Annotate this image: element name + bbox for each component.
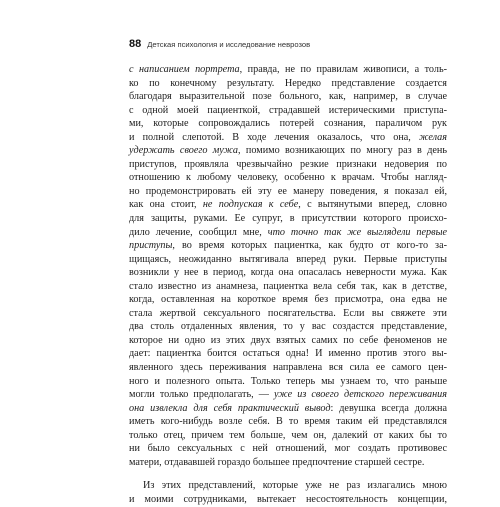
text-line [129, 239, 447, 253]
text-line [129, 90, 447, 104]
text-segment: ного и полезного опыта. Только теперь мы узнаем то, что раньше [129, 375, 447, 387]
text-line [129, 442, 447, 456]
text-segment: возникли у нее в период, когда она опасалась неверности мужа. Как [129, 267, 447, 279]
text-segment: стала жертвой сексуального посягательства. Если вы свяжете эти [129, 307, 447, 319]
running-head [129, 38, 449, 52]
text-line [129, 479, 447, 493]
text-line [129, 334, 447, 348]
text-segment: приступов, проявляла чрезвычайно резкие признаки недоверия по [129, 158, 447, 170]
emphasis-text: она извлекла для себя практический вывод [129, 402, 331, 414]
text-segment: ми, которые сопровождались потерей сознания, параличом рук [129, 118, 447, 130]
running-title: Детская психология и исследование неврозов [147, 40, 311, 49]
text-segment: с одной моей пациенткой, страдавшей истерическими приступа- [129, 104, 447, 116]
text-line [129, 131, 447, 145]
paragraph [129, 63, 447, 469]
text-segment: , во время которых пациентка, как будто от кого-то за- [172, 240, 447, 252]
text-line [129, 212, 447, 226]
text-line [129, 77, 447, 91]
emphasis-text: не подпуская к себе [202, 199, 299, 211]
text-segment: благодаря выразительной позе больного, как, например, в случае [129, 91, 447, 103]
emphasis-text: приступы [129, 240, 173, 252]
text-line [129, 347, 447, 361]
text-segment: и моими сотрудниками, вытекает несостоятельность концепции, [129, 493, 447, 505]
text-line [129, 293, 447, 307]
text-line [129, 253, 447, 267]
text-segment: отношению к любому человеку, особенно к врачам. Чтобы нагляд- [129, 172, 447, 184]
text-segment: , помимо возникающих по многу раз в день [237, 145, 447, 157]
text-segment: , с вытянутыми вперед, словно [298, 199, 447, 211]
text-line [129, 226, 447, 240]
text-segment: , правда, не по правилам живописи, а толь- [239, 64, 448, 75]
text-line [129, 104, 447, 118]
text-line [129, 171, 447, 185]
text-segment: но продемонстрировать ей эту ее манеру поведения, я показал ей, [129, 185, 447, 197]
text-segment: иметь кого-нибудь возле себя. В то время таким ей представлялся [129, 416, 447, 428]
text-segment: дает: пациентка боится остаться одна! И именно против этого вы- [129, 348, 447, 360]
text-line [129, 361, 447, 375]
text-segment: явленного здесь переживания направлена вся сила ее самого цен- [129, 362, 447, 374]
text-segment: когда, оставленная на короткое время без присмотра, она едва не [129, 294, 447, 306]
text-line [129, 320, 447, 334]
text-line [129, 117, 447, 131]
text-line [129, 280, 447, 294]
text-segment: ко по конечному результату. Нередко представление создается [129, 77, 447, 89]
text-line [129, 185, 447, 199]
text-line [129, 158, 447, 172]
text-line [129, 429, 447, 443]
text-segment: которое ни одно из этих двух взятых самих по себе феноменов не [129, 334, 447, 346]
emphasis-text: с написанием портрета [129, 64, 240, 75]
text-segment: Из этих представлений, которые уже не раз излагались мною [143, 480, 447, 492]
text-segment: для защиты, руками. Ее супруг, в присутствии которого происхо- [129, 213, 447, 225]
text-segment: стало известно из анамнеза, пациентка вела себя так, как в детстве, [129, 280, 447, 292]
text-segment: и полной слепотой. В ходе лечения оказалось, что она, [129, 131, 419, 143]
paragraph-gap [129, 469, 447, 479]
text-segment: щищаясь, неожиданно вытягивала вперед руки. Первые приступы [129, 253, 447, 265]
text-line [129, 456, 447, 470]
page-number: 88 [129, 38, 142, 50]
text-segment: как она стоит, [129, 199, 203, 211]
text-segment: могли только предполагать, — [129, 389, 275, 401]
paragraph [129, 479, 447, 506]
text-segment: только отец, причем тем больше, чем он, далекий от каких бы то [129, 429, 447, 441]
text-line [129, 63, 447, 77]
text-segment: матери, отдававшей гораздо большее предпочтение старшей сестре. [129, 456, 425, 468]
text-segment: дило лечение, сообщил мне, [129, 226, 268, 238]
text-line [129, 388, 447, 402]
emphasis-text: уже из своего детского переживания [274, 389, 448, 401]
text-line [129, 198, 447, 212]
text-line [129, 144, 447, 158]
emphasis-text: удержать своего мужа [129, 145, 238, 157]
text-line [129, 402, 447, 416]
body-text [129, 63, 447, 507]
text-segment: : девушка всегда должна [330, 402, 447, 414]
text-segment: два столь отдаленных явления, то у вас создастся представление, [129, 321, 447, 333]
text-line [129, 307, 447, 321]
emphasis-text: что точно так же выглядели первые [267, 226, 447, 238]
emphasis-text: желая [418, 131, 447, 143]
text-line [129, 266, 447, 280]
text-segment: ни было сексуальных с ней отношений, мог создать противовес [129, 443, 447, 455]
text-line [129, 375, 447, 389]
text-line [129, 415, 447, 429]
